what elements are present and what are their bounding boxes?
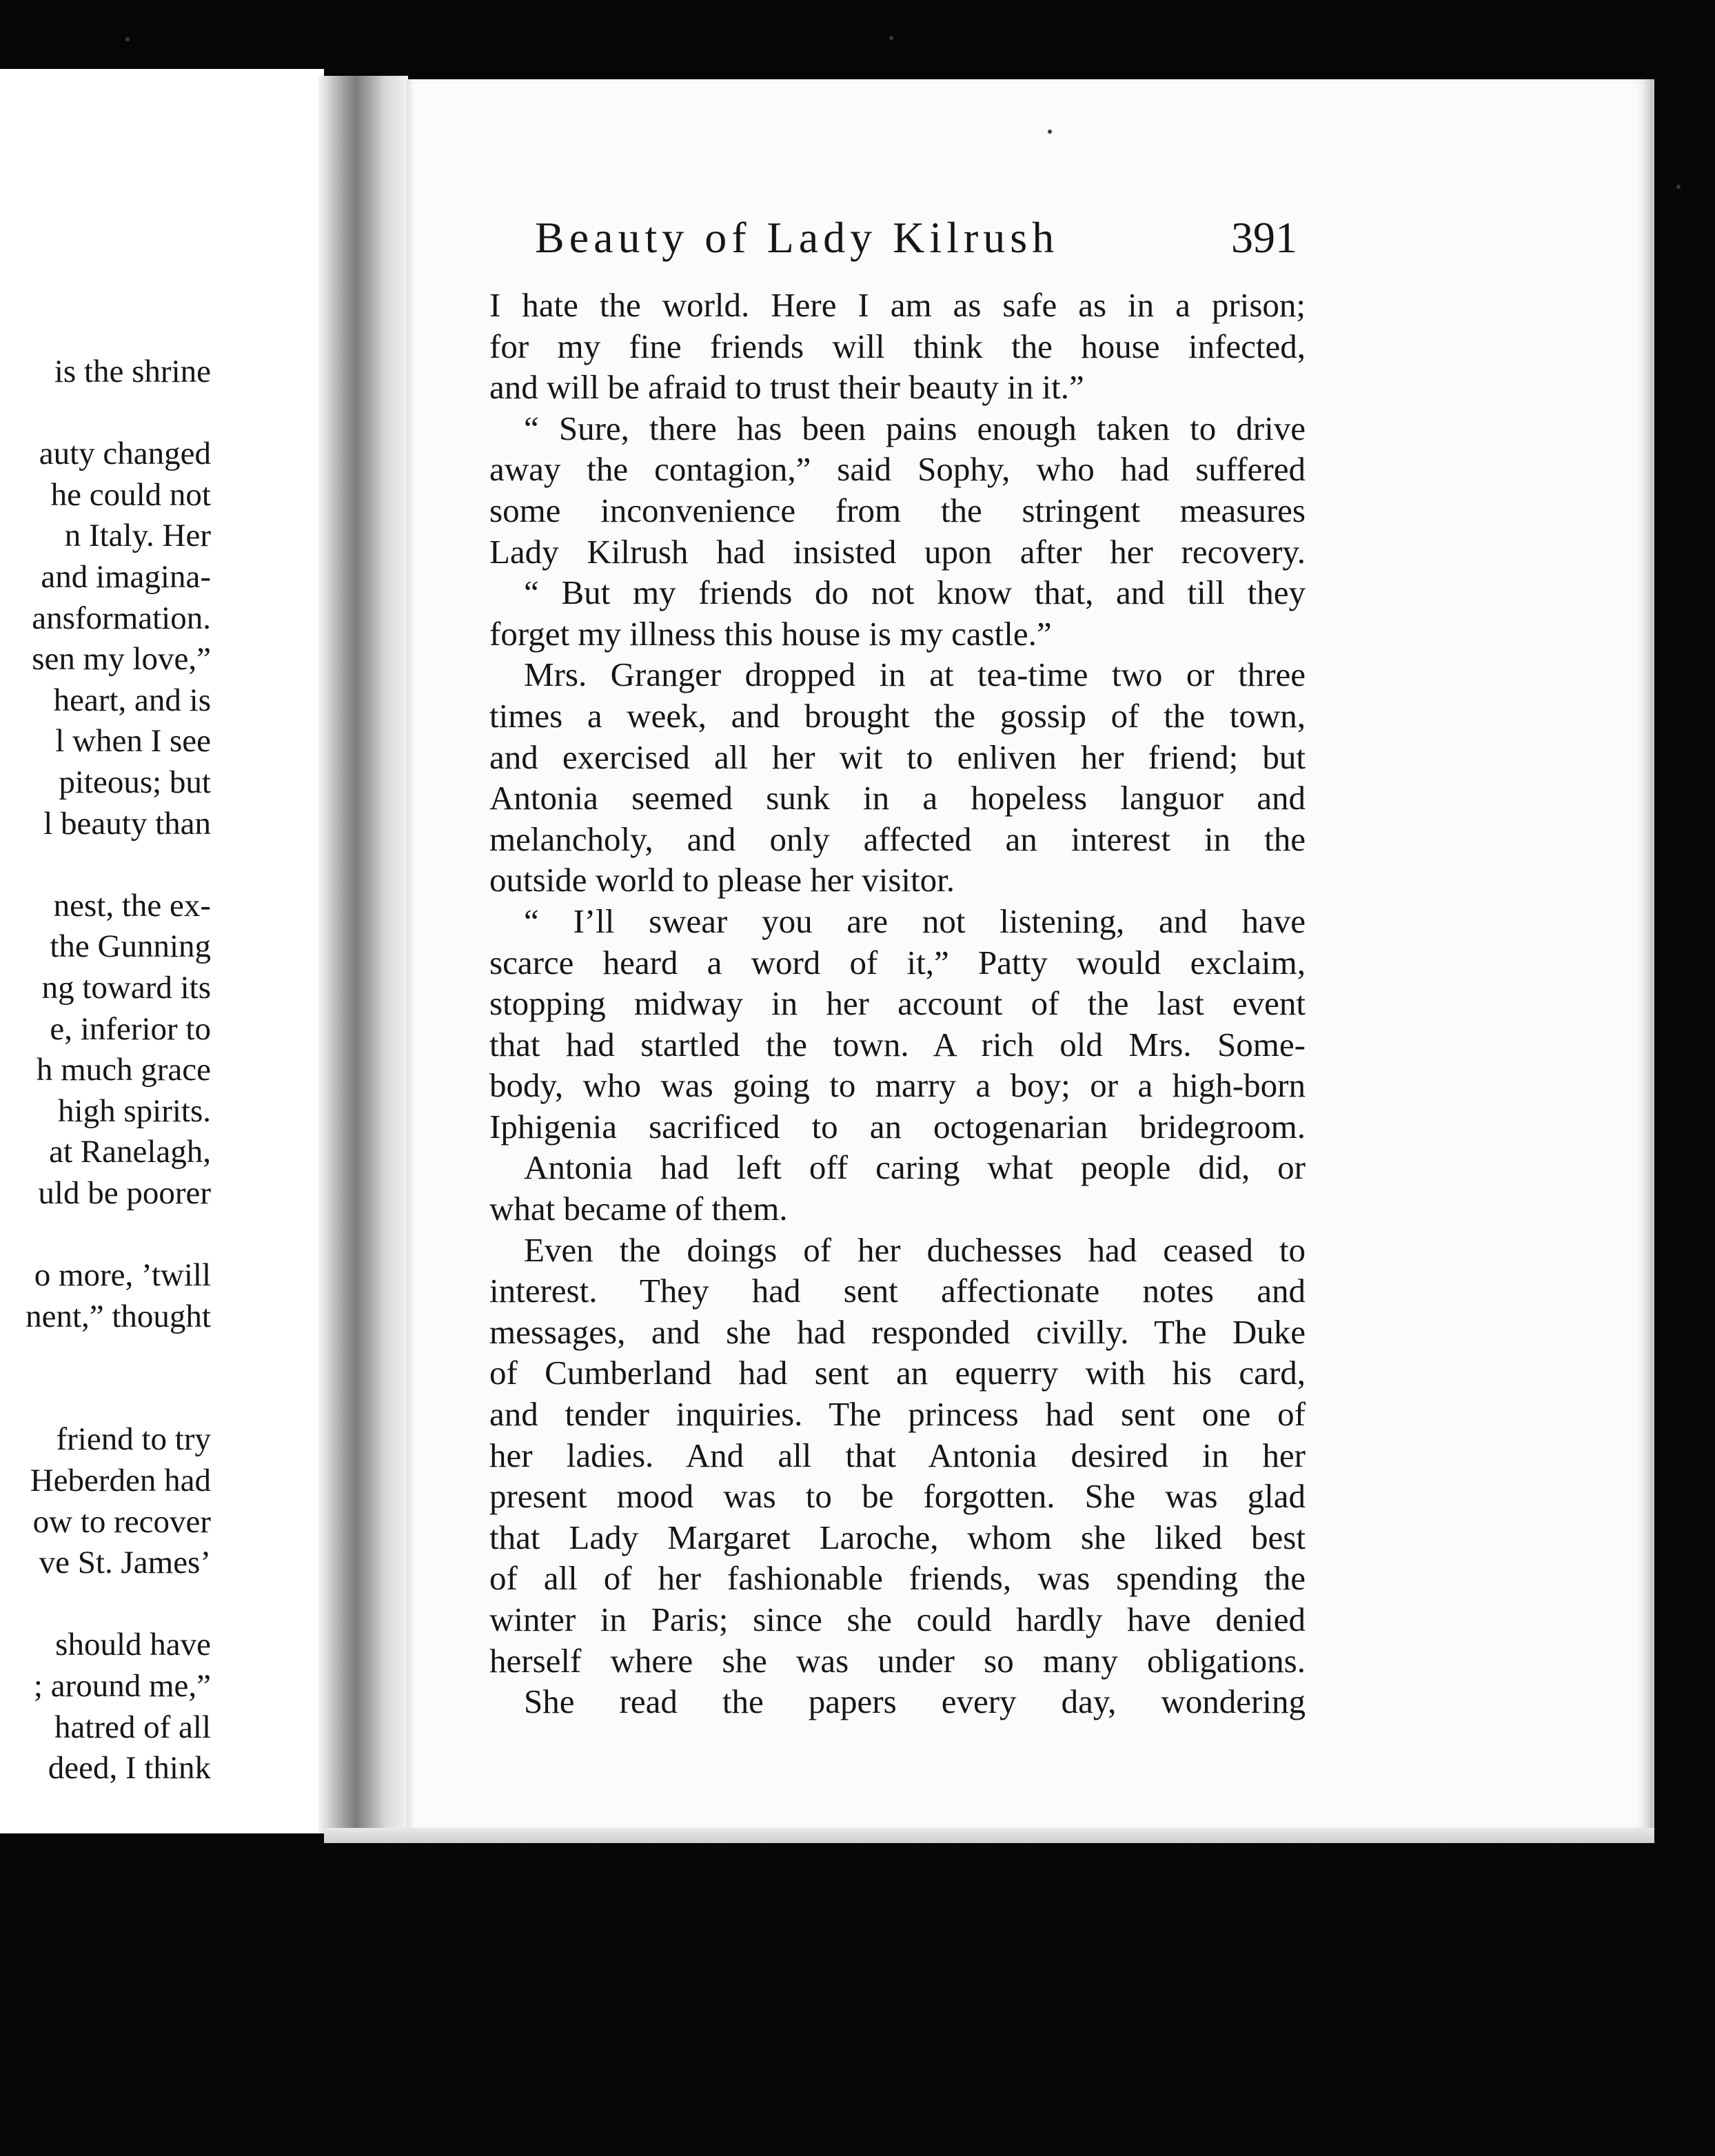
- left-text-line: sen my love,”: [32, 641, 211, 678]
- text-line: what became of them.: [489, 1190, 788, 1228]
- left-text-line: [0, 393, 211, 434]
- text-line: and tender inquiries. The princess had sent one of: [489, 1395, 1306, 1434]
- left-text-line: [0, 844, 211, 886]
- left-text-line: ansformation.: [32, 600, 211, 636]
- left-text-line: high spirits.: [58, 1092, 211, 1129]
- left-text-line: deed, I think: [48, 1750, 211, 1787]
- dust-speck: [889, 36, 893, 40]
- dust-speck: [1676, 185, 1681, 189]
- left-text-line: [0, 1584, 211, 1625]
- text-line: scarce heard a word of it,” Patty would exclaim,: [489, 943, 1306, 982]
- text-line: that had startled the town. A rich old Mrs. Some-: [489, 1025, 1306, 1064]
- text-line: Mrs. Granger dropped in at tea-time two or three: [524, 655, 1306, 694]
- running-head: Beauty of Lady Kilrush: [535, 213, 1059, 262]
- text-line: interest. They had sent affectionate notes and: [489, 1272, 1306, 1310]
- text-line: Even the doings of her duchesses had ceased to: [524, 1230, 1306, 1269]
- left-text-line: e, inferior to: [50, 1010, 211, 1047]
- left-page-text: [0, 352, 211, 1789]
- left-text-line: n Italy. Her: [64, 518, 211, 554]
- left-text-line: nent,” thought: [26, 1298, 211, 1334]
- text-line: for my fine friends will think the house infected,: [489, 327, 1306, 365]
- text-line: and exercised all her wit to enliven her friend; but: [489, 738, 1306, 776]
- left-text-line: h much grace: [36, 1052, 211, 1088]
- text-line: winter in Paris; since she could hardly have denied: [489, 1600, 1306, 1638]
- left-text-line: heart, and is: [53, 682, 211, 718]
- text-line: melancholy, and only affected an interest in the: [489, 820, 1306, 858]
- text-line: some inconvenience from the stringent measures: [489, 491, 1306, 529]
- page-bottom-edge: [324, 1828, 1654, 1843]
- left-text-line: ; around me,”: [33, 1668, 211, 1704]
- text-line: present mood was to be forgotten. She was glad: [489, 1477, 1306, 1516]
- text-line: Iphigenia sacrificed to an octogenarian bridegroom.: [489, 1107, 1306, 1146]
- left-text-line: hatred of all: [54, 1709, 211, 1745]
- text-line: “ Sure, there has been pains enough taken to drive: [524, 409, 1306, 447]
- text-line: her ladies. And all that Antonia desired in her: [489, 1436, 1306, 1474]
- left-text-line: and imagina-: [41, 558, 211, 595]
- left-text-line: ng toward its: [41, 969, 211, 1006]
- text-line: of all of her fashionable friends, was spending the: [489, 1559, 1306, 1598]
- left-text-line: uld be poorer: [38, 1174, 211, 1211]
- left-text-line: friend to try: [56, 1421, 211, 1458]
- text-line: of Cumberland had sent an equerry with his card,: [489, 1354, 1306, 1392]
- facing-left-page: [0, 69, 324, 1833]
- text-line: Lady Kilrush had insisted upon after her recovery.: [489, 532, 1306, 571]
- left-text-line: l beauty than: [43, 805, 211, 842]
- book-gutter: [318, 76, 408, 1833]
- left-text-line: piteous; but: [59, 764, 211, 800]
- left-text-line: should have: [55, 1627, 211, 1663]
- text-line: and will be afraid to trust their beauty in it.”: [489, 368, 1084, 407]
- dust-speck: [1048, 130, 1052, 134]
- left-text-line: is the shrine: [54, 354, 211, 389]
- left-text-line: [0, 1379, 211, 1420]
- text-line: “ I’ll swear you are not listening, and have: [524, 902, 1306, 940]
- text-line: stopping midway in her account of the last event: [489, 984, 1306, 1023]
- left-text-line: [0, 1337, 211, 1379]
- text-line: outside world to please her visitor.: [489, 861, 955, 899]
- left-text-line: nest, the ex-: [53, 887, 211, 924]
- text-line: “ But my friends do not know that, and till they: [524, 573, 1306, 612]
- left-text-line: Heberden had: [30, 1463, 211, 1499]
- text-line: that Lady Margaret Laroche, whom she liked best: [489, 1518, 1306, 1556]
- left-text-line: auty changed: [39, 436, 211, 472]
- text-line: times a week, and brought the gossip of the town,: [489, 696, 1306, 735]
- dust-speck: [125, 37, 130, 41]
- body-text: [489, 285, 1306, 1722]
- left-text-line: at Ranelagh,: [49, 1134, 211, 1170]
- text-line: messages, and she had responded civilly. The Duke: [489, 1312, 1306, 1351]
- page-number: 391: [1231, 213, 1297, 262]
- text-line: She read the papers every day, wondering: [524, 1682, 1306, 1721]
- left-text-line: ow to recover: [32, 1503, 211, 1540]
- text-line: forget my illness this house is my castle.”: [489, 614, 1052, 653]
- left-text-line: ve St. James’: [39, 1545, 211, 1581]
- text-line: away the contagion,” said Sophy, who had suffered: [489, 450, 1306, 489]
- text-line: Antonia seemed sunk in a hopeless languor and: [489, 779, 1306, 817]
- text-line: Antonia had left off caring what people did, or: [524, 1148, 1306, 1187]
- left-text-line: [0, 1214, 211, 1255]
- left-text-line: he could not: [50, 476, 211, 513]
- gutter-edge: [407, 79, 414, 1833]
- left-text-line: the Gunning: [50, 928, 211, 965]
- text-line: I hate the world. Here I am as safe as in a prison;: [489, 286, 1306, 324]
- text-line: herself where she was under so many obligations.: [489, 1641, 1306, 1680]
- left-text-line: o more, ’twill: [34, 1257, 211, 1294]
- text-line: body, who was going to marry a boy; or a high-born: [489, 1066, 1306, 1105]
- left-text-line: l when I see: [55, 723, 211, 760]
